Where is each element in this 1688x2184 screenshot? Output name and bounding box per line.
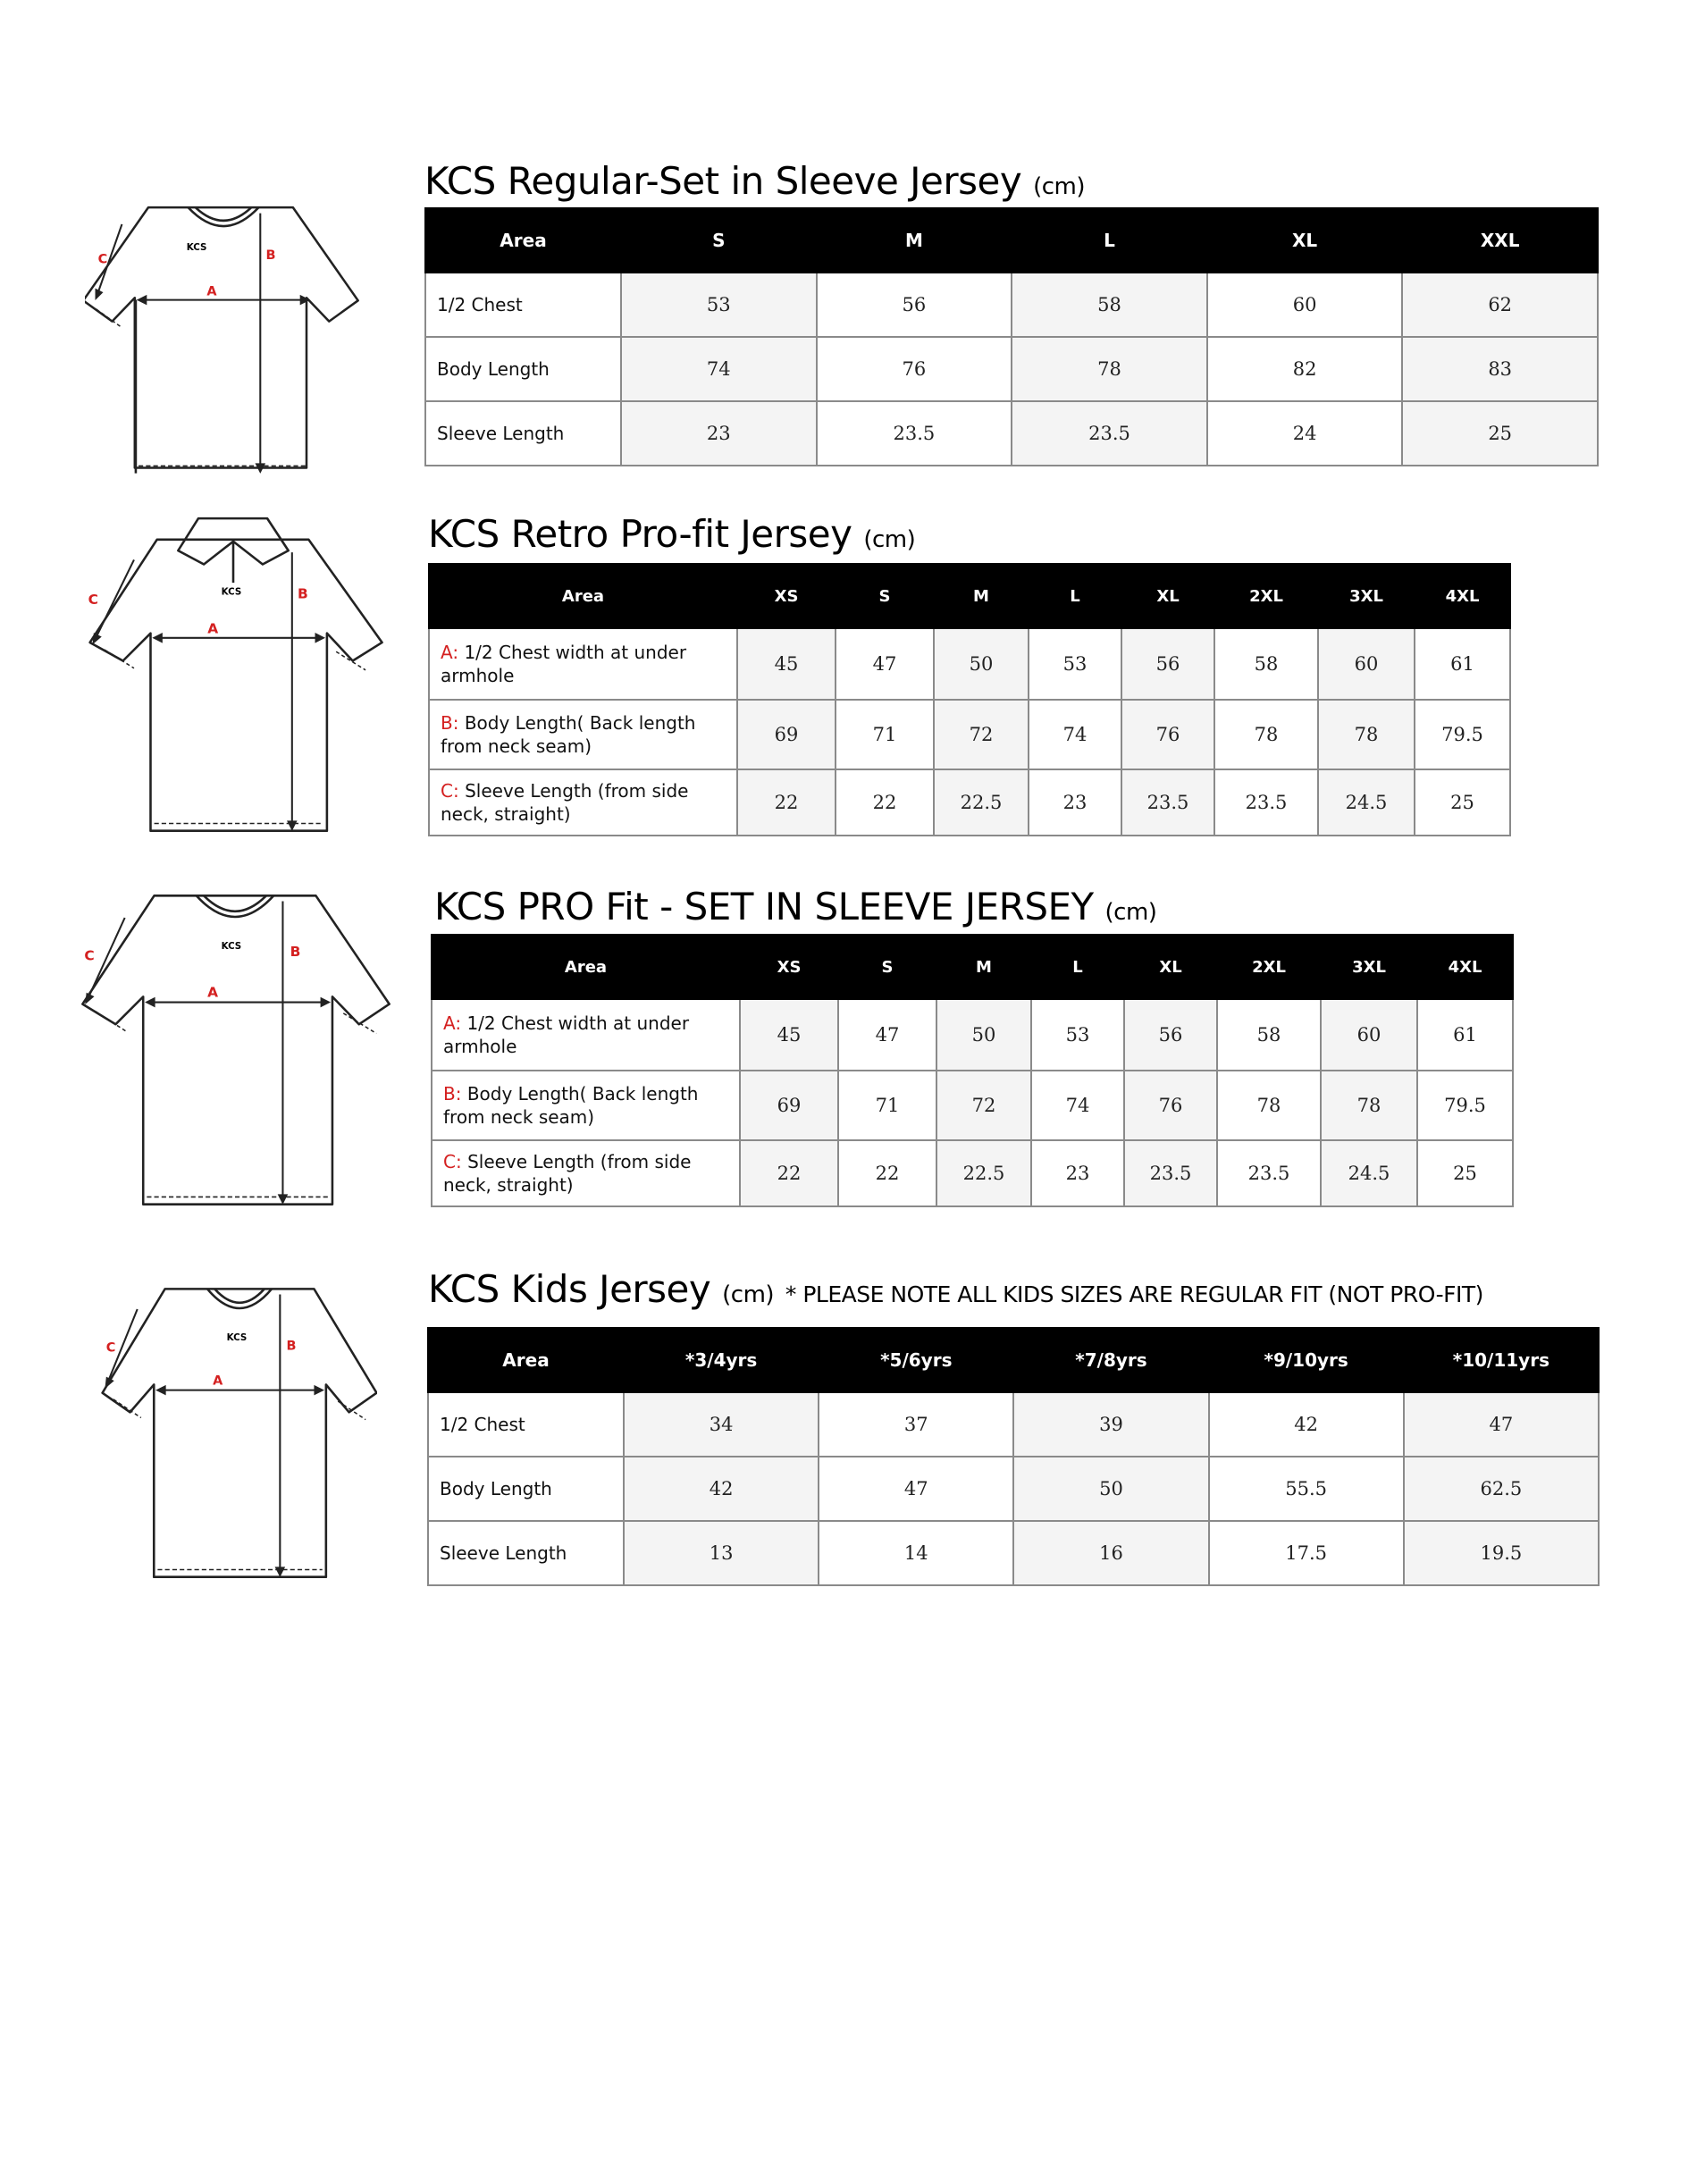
header-cell: M — [934, 564, 1029, 628]
value-cell: 78 — [1214, 700, 1318, 769]
value-cell: 74 — [621, 337, 817, 401]
value-cell: 50 — [1013, 1457, 1208, 1521]
svg-text:A: A — [206, 284, 217, 299]
section-title-text: KCS Regular-Set in Sleeve Jersey — [424, 159, 1022, 203]
row-label-text: Sleeve Length (from side neck, straight) — [443, 1151, 692, 1196]
value-cell: 23.5 — [817, 401, 1012, 466]
value-cell: 76 — [1121, 700, 1214, 769]
svg-text:A: A — [207, 620, 219, 637]
table-header-row — [432, 935, 1513, 999]
value-cell: 22.5 — [936, 1140, 1031, 1206]
header-cell: L — [1031, 935, 1124, 999]
row-label-text: Body Length( Back length from neck seam) — [443, 1083, 699, 1128]
row-label — [432, 1071, 740, 1140]
value-cell: 23 — [1029, 769, 1121, 836]
value-cell: 23.5 — [1012, 401, 1207, 466]
value-cell: 24.5 — [1318, 769, 1415, 836]
row-label — [429, 769, 737, 836]
section-title-retro — [428, 512, 915, 556]
table-row — [425, 337, 1598, 401]
table-row — [429, 769, 1510, 836]
header-cell: *10/11yrs — [1404, 1328, 1599, 1392]
table-row — [429, 628, 1510, 700]
header-cell: L — [1012, 208, 1207, 273]
svg-text:B: B — [297, 585, 308, 602]
row-label — [432, 1140, 740, 1206]
value-cell: 62 — [1402, 273, 1598, 337]
value-cell: 71 — [838, 1071, 936, 1140]
row-label-text: 1/2 Chest width at under armhole — [441, 642, 687, 686]
value-cell: 74 — [1029, 700, 1121, 769]
header-cell: 4XL — [1415, 564, 1510, 628]
section-title-regular — [424, 159, 1085, 203]
header-cell: M — [817, 208, 1012, 273]
value-cell: 14 — [819, 1521, 1013, 1585]
value-cell: 23.5 — [1214, 769, 1318, 836]
table-header-row — [425, 208, 1598, 273]
value-cell: 78 — [1321, 1071, 1417, 1140]
table-header-row — [428, 1328, 1599, 1392]
value-cell: 45 — [740, 999, 838, 1071]
header-cell: Area — [428, 1328, 624, 1392]
table-row — [432, 1140, 1513, 1206]
value-cell: 78 — [1012, 337, 1207, 401]
tshirt-measurement-icon — [85, 197, 362, 483]
unit-label: (cm) — [1104, 899, 1157, 926]
value-cell: 37 — [819, 1392, 1013, 1457]
value-cell: 83 — [1402, 337, 1598, 401]
section-title-text: KCS Kids Jersey — [428, 1267, 711, 1311]
jersey-measurement-diagram-retro — [79, 514, 387, 840]
svg-text:KCS: KCS — [186, 241, 207, 253]
size-table-regular — [424, 207, 1599, 466]
value-cell: 13 — [624, 1521, 819, 1585]
svg-text:A: A — [213, 1373, 223, 1389]
value-cell: 56 — [817, 273, 1012, 337]
header-cell: S — [836, 564, 934, 628]
section-title-text: KCS Retro Pro-fit Jersey — [428, 512, 852, 556]
value-cell: 56 — [1121, 628, 1214, 700]
value-cell: 58 — [1217, 999, 1321, 1071]
value-cell: 72 — [936, 1071, 1031, 1140]
value-cell: 53 — [1031, 999, 1124, 1071]
row-label: 1/2 Chest — [428, 1392, 624, 1457]
unit-label: (cm) — [863, 526, 916, 553]
value-cell: 61 — [1415, 628, 1510, 700]
value-cell: 79.5 — [1417, 1071, 1513, 1140]
row-label: Body Length — [428, 1457, 624, 1521]
table-row — [428, 1457, 1599, 1521]
table-row — [428, 1521, 1599, 1585]
table-header-row — [429, 564, 1510, 628]
size-table-pro-fit — [431, 934, 1514, 1207]
value-cell: 60 — [1207, 273, 1403, 337]
header-cell: XXL — [1402, 208, 1598, 273]
value-cell: 50 — [934, 628, 1029, 700]
row-label — [429, 628, 737, 700]
tshirt-measurement-icon — [100, 1278, 377, 1586]
value-cell: 24.5 — [1321, 1140, 1417, 1206]
svg-text:KCS: KCS — [221, 586, 242, 598]
value-cell: 23 — [1031, 1140, 1124, 1206]
header-cell: 3XL — [1321, 935, 1417, 999]
value-cell: 22 — [737, 769, 836, 836]
header-cell: Area — [425, 208, 621, 273]
value-cell: 23.5 — [1124, 1140, 1217, 1206]
row-label-text: Body Length( Back length from neck seam) — [441, 712, 696, 757]
header-cell: 2XL — [1214, 564, 1318, 628]
value-cell: 23.5 — [1217, 1140, 1321, 1206]
table-row — [429, 700, 1510, 769]
header-cell: L — [1029, 564, 1121, 628]
row-label-text: 1/2 Chest width at under armhole — [443, 1012, 690, 1057]
header-cell: XL — [1207, 208, 1403, 273]
value-cell: 76 — [817, 337, 1012, 401]
value-cell: 60 — [1318, 628, 1415, 700]
tshirt-measurement-icon — [79, 885, 391, 1215]
svg-text:KCS: KCS — [221, 940, 242, 952]
table-row — [425, 401, 1598, 466]
value-cell: 47 — [1404, 1392, 1599, 1457]
table-row — [432, 1071, 1513, 1140]
svg-text:C: C — [97, 252, 108, 267]
value-cell: 23 — [621, 401, 817, 466]
svg-text:C: C — [84, 947, 95, 964]
value-cell: 72 — [934, 700, 1029, 769]
size-table-kids — [427, 1327, 1600, 1586]
row-label-text: Sleeve Length (from side neck, straight) — [441, 780, 689, 825]
header-cell: S — [838, 935, 936, 999]
value-cell: 58 — [1214, 628, 1318, 700]
value-cell: 42 — [624, 1457, 819, 1521]
value-cell: 22 — [836, 769, 934, 836]
section-title-kids — [428, 1267, 1483, 1311]
value-cell: 78 — [1318, 700, 1415, 769]
value-cell: 53 — [1029, 628, 1121, 700]
value-cell: 53 — [621, 273, 817, 337]
row-label: Sleeve Length — [425, 401, 621, 466]
value-cell: 47 — [838, 999, 936, 1071]
header-cell: 2XL — [1217, 935, 1321, 999]
header-cell: 4XL — [1417, 935, 1513, 999]
header-cell: *7/8yrs — [1013, 1328, 1208, 1392]
value-cell: 58 — [1012, 273, 1207, 337]
value-cell: 79.5 — [1415, 700, 1510, 769]
polo-shirt-measurement-icon — [79, 514, 387, 840]
value-cell: 71 — [836, 700, 934, 769]
value-cell: 22 — [838, 1140, 936, 1206]
row-label: 1/2 Chest — [425, 273, 621, 337]
svg-text:A: A — [207, 984, 219, 1001]
svg-text:KCS: KCS — [226, 1332, 248, 1344]
header-cell: S — [621, 208, 817, 273]
header-cell: Area — [429, 564, 737, 628]
value-cell: 25 — [1402, 401, 1598, 466]
header-cell: XS — [740, 935, 838, 999]
value-cell: 47 — [836, 628, 934, 700]
jersey-measurement-diagram-pro-fit — [79, 885, 391, 1215]
header-cell: *5/6yrs — [819, 1328, 1013, 1392]
row-label — [432, 999, 740, 1071]
table-row — [428, 1392, 1599, 1457]
measure-letter: A: — [443, 1012, 462, 1034]
value-cell: 74 — [1031, 1071, 1124, 1140]
table-row — [432, 999, 1513, 1071]
header-cell: XL — [1124, 935, 1217, 999]
measure-letter: A: — [441, 642, 459, 663]
svg-text:B: B — [265, 248, 276, 264]
row-label: Sleeve Length — [428, 1521, 624, 1585]
header-cell: *3/4yrs — [624, 1328, 819, 1392]
unit-label: (cm) — [1033, 173, 1086, 200]
value-cell: 25 — [1415, 769, 1510, 836]
value-cell: 55.5 — [1209, 1457, 1404, 1521]
measure-letter: C: — [441, 780, 459, 802]
value-cell: 24 — [1207, 401, 1403, 466]
value-cell: 50 — [936, 999, 1031, 1071]
svg-text:C: C — [88, 591, 98, 608]
value-cell: 78 — [1217, 1071, 1321, 1140]
svg-text:B: B — [286, 1339, 297, 1354]
value-cell: 42 — [1209, 1392, 1404, 1457]
value-cell: 23.5 — [1121, 769, 1214, 836]
value-cell: 22.5 — [934, 769, 1029, 836]
header-cell: Area — [432, 935, 740, 999]
measure-letter: C: — [443, 1151, 462, 1172]
value-cell: 56 — [1124, 999, 1217, 1071]
svg-text:B: B — [290, 944, 301, 961]
section-title-pro-fit — [434, 885, 1156, 928]
header-cell: *9/10yrs — [1209, 1328, 1404, 1392]
kids-fit-note: * PLEASE NOTE ALL KIDS SIZES ARE REGULAR FIT (NOT PRO-FIT) — [785, 1281, 1483, 1307]
svg-text:C: C — [105, 1340, 116, 1356]
value-cell: 69 — [737, 700, 836, 769]
value-cell: 34 — [624, 1392, 819, 1457]
value-cell: 22 — [740, 1140, 838, 1206]
row-label — [429, 700, 737, 769]
header-cell: M — [936, 935, 1031, 999]
jersey-measurement-diagram-regular — [85, 197, 362, 483]
size-table-retro — [428, 563, 1511, 836]
table-row — [425, 273, 1598, 337]
unit-label: (cm) — [722, 1281, 775, 1308]
measure-letter: B: — [443, 1083, 462, 1105]
header-cell: 3XL — [1318, 564, 1415, 628]
value-cell: 19.5 — [1404, 1521, 1599, 1585]
value-cell: 60 — [1321, 999, 1417, 1071]
value-cell: 47 — [819, 1457, 1013, 1521]
value-cell: 62.5 — [1404, 1457, 1599, 1521]
section-title-text: KCS PRO Fit - SET IN SLEEVE JERSEY — [434, 885, 1094, 928]
value-cell: 16 — [1013, 1521, 1208, 1585]
jersey-measurement-diagram-kids — [100, 1278, 377, 1586]
measure-letter: B: — [441, 712, 459, 734]
value-cell: 39 — [1013, 1392, 1208, 1457]
value-cell: 17.5 — [1209, 1521, 1404, 1585]
value-cell: 45 — [737, 628, 836, 700]
header-cell: XL — [1121, 564, 1214, 628]
value-cell: 25 — [1417, 1140, 1513, 1206]
value-cell: 69 — [740, 1071, 838, 1140]
value-cell: 82 — [1207, 337, 1403, 401]
value-cell: 61 — [1417, 999, 1513, 1071]
header-cell: XS — [737, 564, 836, 628]
row-label: Body Length — [425, 337, 621, 401]
value-cell: 76 — [1124, 1071, 1217, 1140]
